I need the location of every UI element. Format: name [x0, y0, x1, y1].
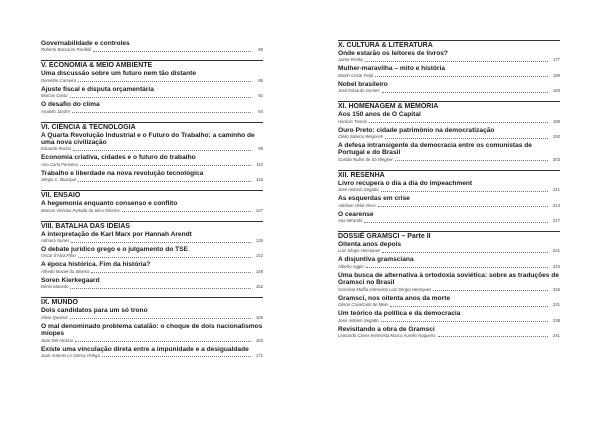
leader-dots: [381, 321, 548, 322]
section-heading: X. CULTURA & LITERATURA: [338, 40, 560, 50]
entry-meta: [338, 119, 560, 125]
leader-dots: [366, 267, 548, 268]
entry-author: Demétrio Carneiro: [41, 77, 77, 83]
entry-meta: [338, 88, 560, 94]
entry-page-number: 203: [552, 156, 560, 162]
entry-title: A disjuntiva gramsciana: [338, 256, 414, 264]
entry-author: Sérgio C. Buarque: [41, 177, 77, 183]
leader-dots: [390, 306, 548, 307]
entry-author: Joan Del Alcázar: [41, 337, 74, 343]
toc-section-vii-ensaio: [41, 190, 263, 213]
entry-author: Alberto Aggio: [338, 263, 364, 269]
entry-title: Ajuste fiscal e disputa orçamentária: [41, 85, 154, 93]
toc-entry[interactable]: [41, 86, 263, 99]
entry-author: Ana Miranda: [338, 218, 363, 224]
toc-entry[interactable]: [41, 261, 263, 274]
entry-page-number: 226: [552, 286, 560, 292]
entry-meta: [338, 218, 560, 224]
toc-entry[interactable]: [338, 272, 560, 293]
toc-section: [41, 40, 263, 53]
toc-entry[interactable]: [338, 241, 560, 254]
entry-title: A Quarta Revolução Industrial e o Futuro do Trabalho: a caminho de uma nova civilização: [41, 131, 255, 147]
entry-page-number: 180: [552, 72, 560, 78]
toc-section-ix-mundo: [41, 297, 263, 359]
entry-page-number: 177: [552, 57, 560, 63]
entry-page-number: 85: [258, 77, 263, 83]
entry-page-number: 238: [552, 317, 560, 323]
entry-meta: [338, 134, 560, 140]
entry-page-number: 127: [255, 207, 263, 213]
entry-author: Dênis Macedo: [41, 284, 69, 290]
entry-author: José Antonio Segatto: [338, 187, 379, 193]
entry-meta: [338, 287, 560, 293]
entry-meta: [41, 208, 263, 214]
toc-entry[interactable]: [41, 40, 263, 53]
toc-section-vi-ciencia-tecnologia: [41, 122, 263, 184]
entry-title: O mal denominado problema catalão: o choque de dois nacionalismos míopes: [41, 322, 263, 338]
entry-page-number: 94: [258, 108, 263, 114]
toc-entry[interactable]: [41, 231, 263, 244]
leader-dots: [80, 165, 251, 166]
entry-author: Gilson Cavalcanti de Melo: [338, 302, 388, 308]
leader-dots: [364, 222, 548, 223]
section-heading: V. ECONOMIA & MEIO AMBIENTE: [41, 60, 263, 70]
entry-author: José Eduardo Gomes: [338, 88, 380, 94]
entry-meta: [338, 264, 560, 270]
entry-page-number: 211: [553, 187, 560, 193]
toc-entry[interactable]: [41, 246, 263, 259]
toc-section-viii-batalha-das-ideias: [41, 221, 263, 291]
entry-title: Mulher-maravilha – mito e história: [338, 65, 445, 73]
entry-meta: [338, 157, 560, 163]
entry-author: Juan Antonio Le Clercq Ortega: [41, 352, 100, 358]
entry-author: Martin Cezar Feijó: [338, 72, 374, 78]
toc-entry[interactable]: [41, 70, 263, 83]
section-heading: VI. CIÊNCIA & TECNOLOGIA: [41, 122, 263, 132]
entry-meta: [338, 57, 560, 63]
entry-title: Nobel brasileiro: [338, 80, 388, 88]
entry-meta: [338, 248, 560, 254]
toc-entry[interactable]: [338, 50, 560, 63]
entry-author: Horácio Tarnus: [338, 118, 367, 124]
entry-page-number: 231: [552, 302, 560, 308]
entry-meta: [41, 109, 263, 115]
leader-dots: [385, 138, 548, 139]
entry-author: Adriana Nunes: [41, 238, 70, 244]
entry-meta: [338, 333, 560, 339]
leader-dots: [70, 318, 251, 319]
entry-meta: [338, 318, 560, 324]
entry-meta: [41, 146, 263, 152]
leader-dots: [433, 290, 548, 291]
entry-author: Silvio Queiroz: [41, 314, 68, 320]
leader-dots: [91, 272, 251, 273]
entry-page-number: 183: [552, 88, 560, 94]
section-heading: VIII. BATALHA DAS IDEIAS: [41, 221, 263, 231]
entry-title: A interpretação de Karl Marx por Hannah Arendt: [41, 230, 192, 238]
entry-meta: [41, 353, 263, 359]
entry-title: Livro recupera o dia a dia do impeachment: [338, 179, 473, 187]
toc-entry[interactable]: [338, 195, 560, 208]
entry-page-number: 159: [255, 314, 263, 320]
entry-author: Eduardo Rocha: [41, 146, 71, 152]
leader-dots: [78, 181, 251, 182]
toc-entry[interactable]: [41, 154, 263, 167]
entry-meta: [41, 284, 263, 290]
entry-page-number: 163: [255, 337, 263, 343]
entry-page-number: 116: [256, 177, 263, 183]
leader-dots: [73, 150, 251, 151]
entry-author: Adelson Vidal Alves: [338, 202, 376, 208]
leader-dots: [382, 92, 548, 93]
entry-page-number: 135: [255, 238, 263, 244]
entry-meta: [41, 238, 263, 244]
toc-section-xi-homenagem-memoria: [338, 101, 560, 163]
leader-dots: [375, 76, 548, 77]
entry-page-number: 189: [552, 118, 560, 124]
leader-dots: [78, 257, 251, 258]
toc-section-xii-resenha: [338, 170, 560, 224]
toc-entry[interactable]: [338, 211, 560, 224]
entry-meta: [41, 269, 263, 275]
toc-entry[interactable]: [41, 101, 263, 114]
entry-page-number: 213: [552, 202, 560, 208]
entry-author: Ana Carla Fonseca: [41, 161, 78, 167]
leader-dots: [382, 252, 548, 253]
entry-title: Existe uma vinculação direta entre a impunidade e a desigualdade: [41, 345, 249, 353]
entry-meta: [41, 177, 263, 183]
toc-entry[interactable]: [338, 142, 560, 163]
leader-dots: [93, 51, 251, 52]
entry-meta: [41, 93, 263, 99]
entry-meta: [41, 315, 263, 321]
entry-title: Uma discussão sobre um futuro nem tão distante: [41, 70, 196, 78]
entry-author: Leonardo Cases entrevista Marco Aurélio Nogueira: [338, 332, 436, 338]
entry-title: Ouro Preto: cidade patrimônio na democratização: [338, 126, 495, 134]
toc-entry[interactable]: [41, 307, 263, 320]
entry-title: O desafio do clima: [41, 101, 100, 109]
entry-author: Luiz Sérgio Henriques: [338, 248, 381, 254]
entry-author: José Antonio Segatto: [338, 317, 379, 323]
toc-left-column: [41, 40, 263, 361]
entry-page-number: 171: [255, 352, 263, 358]
entry-page-number: 148: [255, 268, 263, 274]
entry-title: O debate jurídico grego e o julgamento do TSE: [41, 246, 188, 254]
entry-author: Gastão Rubin de Sá Wegner: [338, 156, 393, 162]
entry-page-number: 192: [552, 134, 560, 140]
entry-title: As esquerdas em crise: [338, 195, 410, 203]
leader-dots: [395, 160, 548, 161]
toc-entry[interactable]: [338, 295, 560, 308]
entry-page-number: 92: [258, 93, 263, 99]
entry-author: Gervásio Maffia entrevista Luiz Sérgio Henriques: [338, 286, 432, 292]
entry-meta: [41, 78, 263, 84]
entry-author: Arnaldo Jardim: [41, 108, 70, 114]
entry-title: A hegemonia enquanto consenso e conflito: [41, 200, 178, 208]
leader-dots: [70, 288, 251, 289]
entry-author: Alfredo Maciel da Silveira: [41, 268, 90, 274]
entry-title: A época histórica. Fim da história?: [41, 261, 151, 269]
toc-entry[interactable]: [338, 111, 560, 124]
section-heading: XII. RESENHA: [338, 170, 560, 180]
section-heading: XI. HOMENAGEM & MEMÓRIA: [338, 101, 560, 111]
leader-dots: [78, 81, 251, 82]
section-heading: IX. MUNDO: [41, 297, 263, 307]
entry-title: Revisitando a obra de Gramsci: [338, 325, 435, 333]
toc-section-v-economia-meio-ambiente: [41, 60, 263, 114]
entry-author: Marcus Vinícius Furtado da Silva Oliveira: [41, 207, 120, 213]
section-heading: VII. ENSAIO: [41, 190, 263, 200]
leader-dots: [381, 191, 548, 192]
entry-title: Economia criativa, cidades e o futuro do trabalho: [41, 154, 196, 162]
entry-page-number: 110: [256, 161, 263, 167]
entry-meta: [41, 47, 263, 53]
leader-dots: [365, 61, 548, 62]
leader-dots: [72, 112, 251, 113]
entry-title: Um teórico da política e da democracia: [338, 310, 461, 318]
entry-author: Clélio Salvina Wegneck: [338, 134, 384, 140]
leader-dots: [378, 206, 548, 207]
toc-section-x-cultura-literatura: [338, 40, 560, 94]
toc-entry[interactable]: [41, 132, 263, 153]
entry-page-number: 241: [552, 332, 560, 338]
leader-dots: [369, 122, 548, 123]
leader-dots: [438, 336, 548, 337]
section-heading: DOSSIÊ GRAMSCI – Parte II: [338, 231, 560, 241]
entry-meta: [338, 302, 560, 308]
entry-author: Marcos Costa: [41, 93, 68, 99]
leader-dots: [122, 211, 252, 212]
entry-title: Dois candidatos para um só trono: [41, 307, 148, 315]
toc-entry[interactable]: [338, 310, 560, 323]
leader-dots: [70, 97, 251, 98]
entry-author: Oscar d'Alva Filho: [41, 253, 76, 259]
entry-author: Roberto Baccarini Pacifelli: [41, 47, 92, 53]
entry-meta: [41, 338, 263, 344]
entry-title: Gramsci, nos oitenta anos da morte: [338, 294, 451, 302]
toc-entry[interactable]: [338, 326, 560, 339]
toc-entry[interactable]: [41, 200, 263, 213]
entry-title: Trabalho e liberdade na nova revolução tecnológica: [41, 169, 204, 177]
entry-title: Uma busca de alternativa à ortodoxia soviética: sobre as traduções de Gramsci no Brasil: [338, 271, 559, 287]
toc-entry[interactable]: [338, 127, 560, 140]
entry-title: Governabilidade e controles: [41, 40, 130, 47]
toc-entry[interactable]: [338, 65, 560, 78]
toc-entry[interactable]: [338, 81, 560, 94]
entry-page-number: 152: [255, 284, 263, 290]
entry-meta: [338, 73, 560, 79]
entry-meta: [338, 203, 560, 209]
leader-dots: [102, 356, 251, 357]
toc-entry[interactable]: [41, 170, 263, 183]
toc-entry[interactable]: [41, 277, 263, 290]
entry-page-number: 221: [552, 248, 560, 254]
entry-title: Oitenta anos depois: [338, 241, 402, 249]
entry-page-number: 223: [552, 263, 560, 269]
entry-page-number: 99: [258, 146, 263, 152]
entry-title: Soren Kierkegaard: [41, 276, 100, 284]
entry-page-number: 142: [255, 253, 263, 259]
toc-right-column: [338, 40, 560, 341]
leader-dots: [71, 242, 251, 243]
toc-entry[interactable]: [41, 323, 263, 344]
entry-title: Onde estarão os leitores de livros?: [338, 50, 448, 57]
entry-meta: [338, 187, 560, 193]
toc-entry[interactable]: [41, 346, 263, 359]
toc-section-dossie-gramsci-parte-ii: [338, 231, 560, 339]
entry-title: O cearense: [338, 210, 374, 218]
entry-author: Jaime Pinsky: [338, 57, 364, 63]
entry-meta: [41, 253, 263, 259]
entry-title: Aos 150 anos de O Capital: [338, 111, 421, 119]
entry-page-number: 217: [552, 218, 560, 224]
toc-entry[interactable]: [338, 180, 560, 193]
leader-dots: [75, 341, 251, 342]
entry-meta: [41, 162, 263, 168]
entry-title: A defesa intransigente da democracia entre os comunistas de Portugal e do Brasil: [338, 142, 532, 157]
entry-page-number: 80: [258, 47, 263, 53]
toc-entry[interactable]: [338, 256, 560, 269]
